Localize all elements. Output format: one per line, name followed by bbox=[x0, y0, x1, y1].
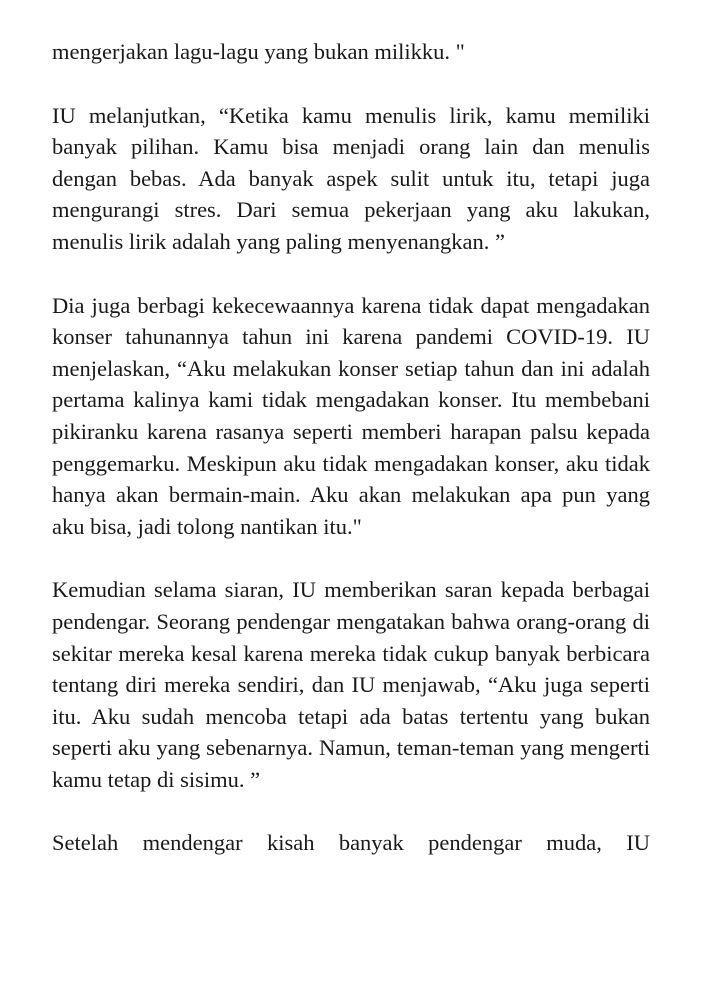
paragraph-3: Dia juga berbagi kekecewaannya karena tidak dapat mengadakan konser tahunannya tahun ini karena pandemi COVID-19. IU menjelaskan, “Aku melakukan konser setiap tahun dan ini adalah pertama kalinya kami tidak mengadakan konser. Itu membebani pikiranku karena rasanya seperti memberi harapan palsu kepada penggemarku. Meskipun aku tidak mengadakan konser, aku tidak hanya akan bermain-main. Aku akan melakukan apa pun yang aku bisa, jadi tolong nantikan itu." bbox=[52, 292, 650, 539]
paragraph-2: IU melanjutkan, “Ketika kamu menulis lirik, kamu memiliki banyak pilihan. Kamu bisa menjadi orang lain dan menulis dengan bebas. Ada banyak aspek sulit untuk itu, tetapi juga mengurangi stres. Dari semua pekerjaan yang aku lakukan, menulis lirik adalah yang paling menyenangkan. ” bbox=[52, 102, 650, 254]
paragraph-5: Setelah mendengar kisah banyak pendengar muda, IU bbox=[52, 830, 650, 856]
article-body bbox=[52, 36, 650, 859]
paragraph-4: Kemudian selama siaran, IU memberikan saran kepada berbagai pendengar. Seorang pendengar mengatakan bahwa orang-orang di sekitar mereka kesal karena mereka tidak cukup banyak berbicara tentang diri mereka sendiri, dan IU menjawab, “Aku juga seperti itu. Aku sudah mencoba tetapi ada batas tertentu yang bukan seperti aku yang sebenarnya. Namun, teman-teman yang mengerti kamu tetap di sisimu. ” bbox=[52, 577, 650, 792]
paragraph-1: mengerjakan lagu-lagu yang bukan milikku. " bbox=[52, 39, 465, 64]
